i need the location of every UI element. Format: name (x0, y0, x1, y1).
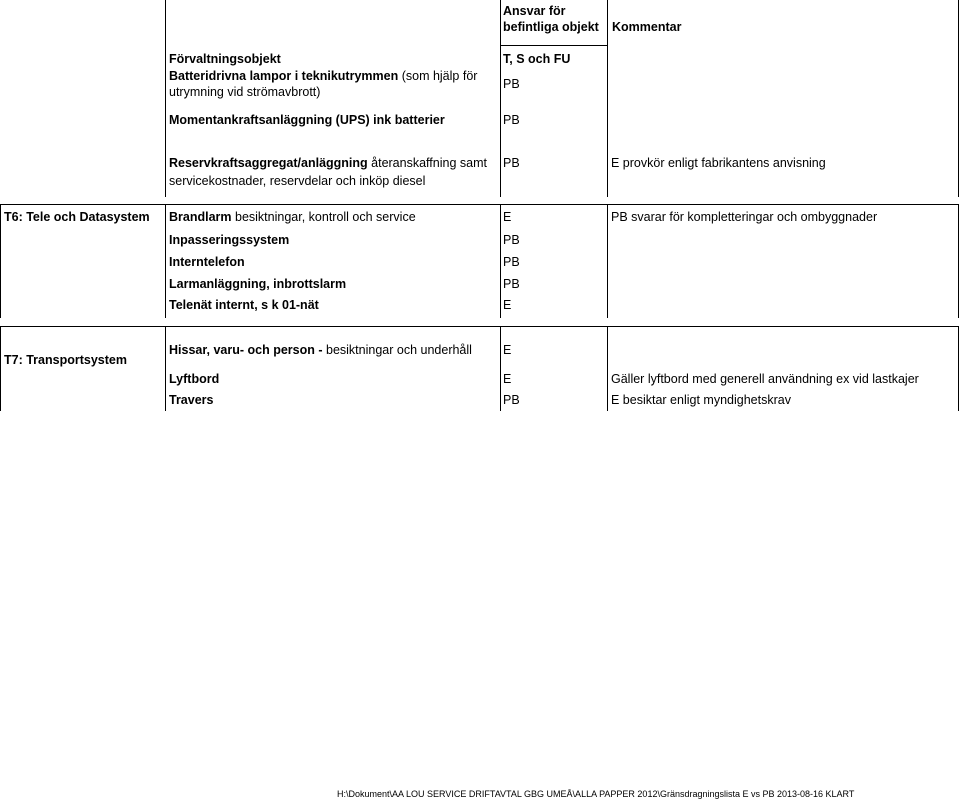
comment-cell: Gäller lyftbord med generell användning ex vid lastkajer (611, 372, 919, 386)
responsibility-cell: E (503, 343, 512, 357)
object-description: utrymning vid strömavbrott) (169, 85, 321, 99)
header-responsibility-sub: T, S och FU (503, 52, 571, 66)
grid-line (0, 204, 1, 318)
table-row-object (169, 112, 445, 128)
table-row-object (169, 342, 472, 358)
responsibility-cell: PB (503, 255, 520, 269)
object-name: Reservkraftsaggregat/anläggning (169, 156, 368, 170)
responsibility-cell: E (503, 372, 512, 386)
grid-line (165, 0, 166, 197)
grid-line (500, 326, 501, 411)
comment-cell: PB svarar för kompletteringar och ombyggnader (611, 210, 878, 224)
grid-line (607, 326, 608, 411)
grid-line (607, 204, 608, 318)
table-row-object (169, 209, 416, 225)
responsibility-cell: PB (503, 233, 520, 247)
footer-file-path: H:\Dokument\AA LOU SERVICE DRIFTAVTAL GBG UMEÅ\ALLA PAPPER 2012\Gränsdragningslista E vs PB 2013-08-16 KLART (337, 789, 855, 799)
object-description: besiktningar, kontroll och service (231, 210, 416, 224)
grid-line (0, 326, 1, 411)
grid-line (165, 326, 166, 411)
object-name: Interntelefon (169, 255, 245, 269)
table-row-object (169, 155, 487, 171)
responsibility-cell: PB (503, 156, 520, 170)
object-description: återanskaffning samt (367, 156, 487, 170)
responsibility-cell: PB (503, 393, 520, 407)
header-responsibility-line1: Ansvar för (503, 4, 566, 18)
section-divider (0, 326, 959, 327)
object-description: besiktningar och underhåll (322, 343, 472, 357)
header-responsibility-line2: befintliga objekt (503, 20, 599, 34)
grid-line (165, 204, 166, 318)
grid-line (500, 0, 501, 197)
object-name: Telenät internt, s k 01-nät (169, 298, 319, 312)
responsibility-cell: E (503, 210, 512, 224)
object-name: Batteridrivna lampor i teknikutrymmen (169, 69, 399, 83)
object-name: Brandlarm (169, 210, 232, 224)
section-title-t7: T7: Transportsystem (4, 353, 127, 367)
responsibility-cell: E (503, 298, 512, 312)
responsibility-cell: PB (503, 77, 520, 91)
object-name: Travers (169, 393, 214, 407)
header-object: Förvaltningsobjekt (169, 52, 281, 66)
table-row-object (169, 68, 477, 84)
object-description: (som hjälp för (398, 69, 478, 83)
section-divider (0, 204, 959, 205)
responsibility-cell: PB (503, 113, 520, 127)
comment-cell: E besiktar enligt myndighetskrav (611, 393, 791, 407)
object-description: servicekostnader, reservdelar och inköp diesel (169, 174, 426, 188)
object-name: Inpasseringssystem (169, 233, 290, 247)
object-name: Larmanläggning, inbrottslarm (169, 277, 347, 291)
header-comment: Kommentar (612, 20, 682, 34)
object-name: Momentankraftsanläggning (UPS) ink batterier (169, 113, 445, 127)
section-title-t6: T6: Tele och Datasystem (4, 210, 150, 224)
grid-line (607, 0, 608, 197)
comment-cell: E provkör enligt fabrikantens anvisning (611, 156, 826, 170)
grid-line (500, 204, 501, 318)
object-name: Hissar, varu- och person - (169, 343, 323, 357)
grid-line (500, 45, 608, 46)
object-name: Lyftbord (169, 372, 220, 386)
responsibility-cell: PB (503, 277, 520, 291)
